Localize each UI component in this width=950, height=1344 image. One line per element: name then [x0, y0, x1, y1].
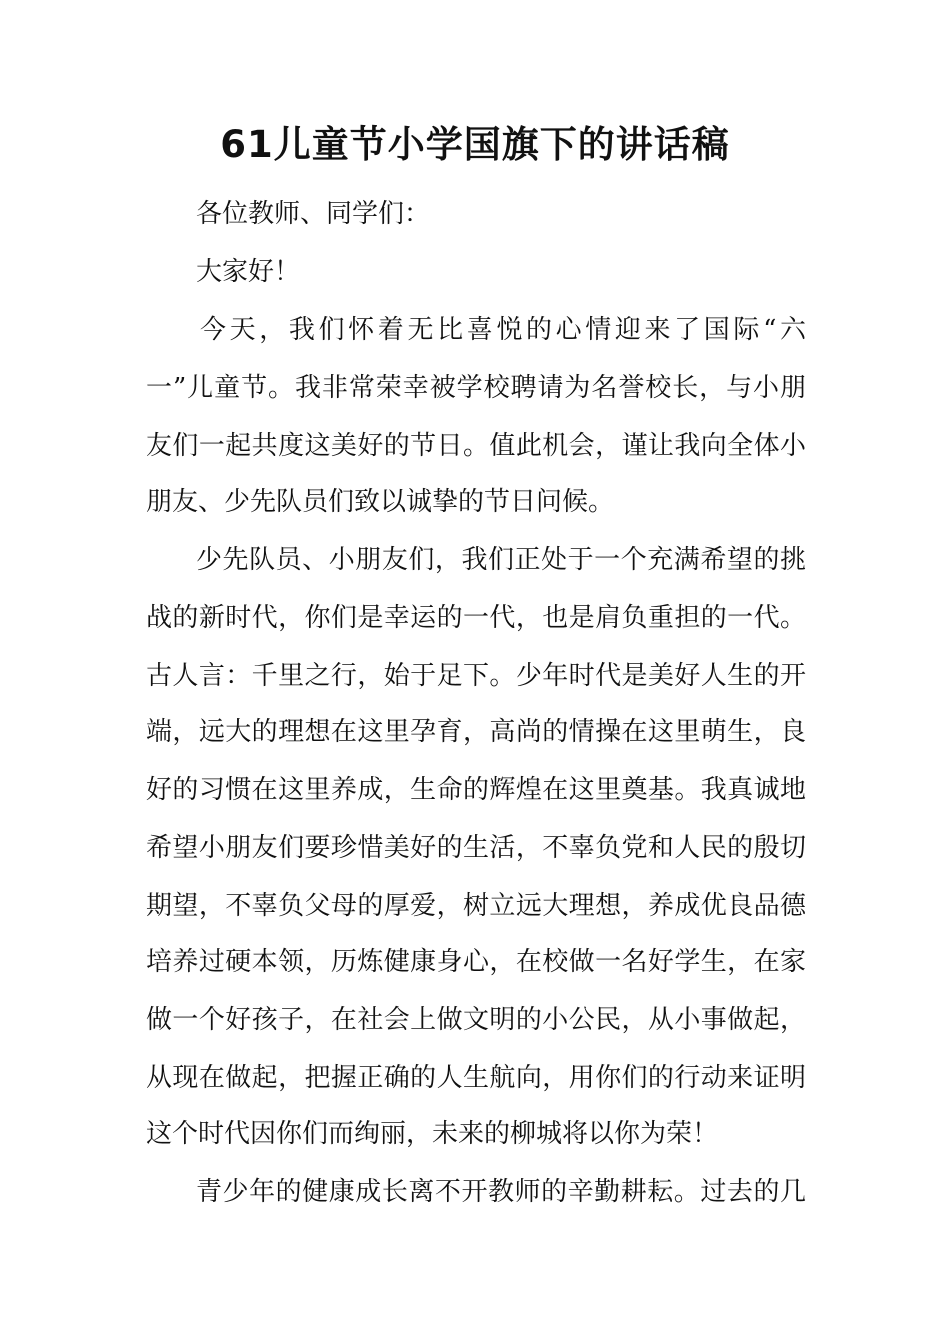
greeting-line: 各位教师、同学们：: [196, 199, 431, 229]
paragraph-3-line-1: 青少年的健康成长离不开教师的辛勤耕耘。过去的几: [196, 1177, 806, 1207]
paragraph-1-line-3: 友们一起共度这美好的节日。值此机会，谨让我向全体小: [146, 431, 806, 461]
paragraph-2-line-11: 这个时代因你们而绚丽，未来的柳城将以你为荣！: [146, 1119, 719, 1149]
paragraph-2-line-6: 希望小朋友们要珍惜美好的生活，不辜负党和人民的殷切: [146, 833, 806, 863]
paragraph-2-line-10: 从现在做起，把握正确的人生航向，用你们的行动来证明: [146, 1063, 806, 1093]
paragraph-1-line-2: 一”儿童节。我非常荣幸被学校聘请为名誉校长，与小朋: [146, 373, 806, 403]
paragraph-2-line-3: 古人言：千里之行，始于足下。少年时代是美好人生的开: [146, 661, 806, 691]
paragraph-2-line-1: 少先队员、小朋友们，我们正处于一个充满希望的挑: [196, 545, 806, 575]
paragraph-2-line-4: 端，远大的理想在这里孕育，高尚的情操在这里萌生，良: [146, 717, 806, 747]
paragraph-1-line-4: 朋友、少先队员们致以诚挚的节日问候。: [146, 487, 615, 517]
paragraph-2-line-5: 好的习惯在这里养成，生命的辉煌在这里奠基。我真诚地: [146, 775, 806, 805]
paragraph-2-line-2: 战的新时代，你们是幸运的一代，也是肩负重担的一代。: [146, 603, 806, 633]
document-title: 61儿童节小学国旗下的讲话稿: [220, 123, 730, 166]
hello-line: 大家好！: [196, 257, 301, 287]
paragraph-2-line-9: 做一个好孩子，在社会上做文明的小公民，从小事做起，: [146, 1005, 806, 1035]
paragraph-2-line-7: 期望，不辜负父母的厚爱，树立远大理想，养成优良品德: [146, 891, 806, 921]
paragraph-2-line-8: 培养过硬本领，历炼健康身心，在校做一名好学生，在家: [146, 947, 806, 977]
paragraph-1-line-1: 今天，我们怀着无比喜悦的心情迎来了国际“六: [200, 315, 806, 345]
